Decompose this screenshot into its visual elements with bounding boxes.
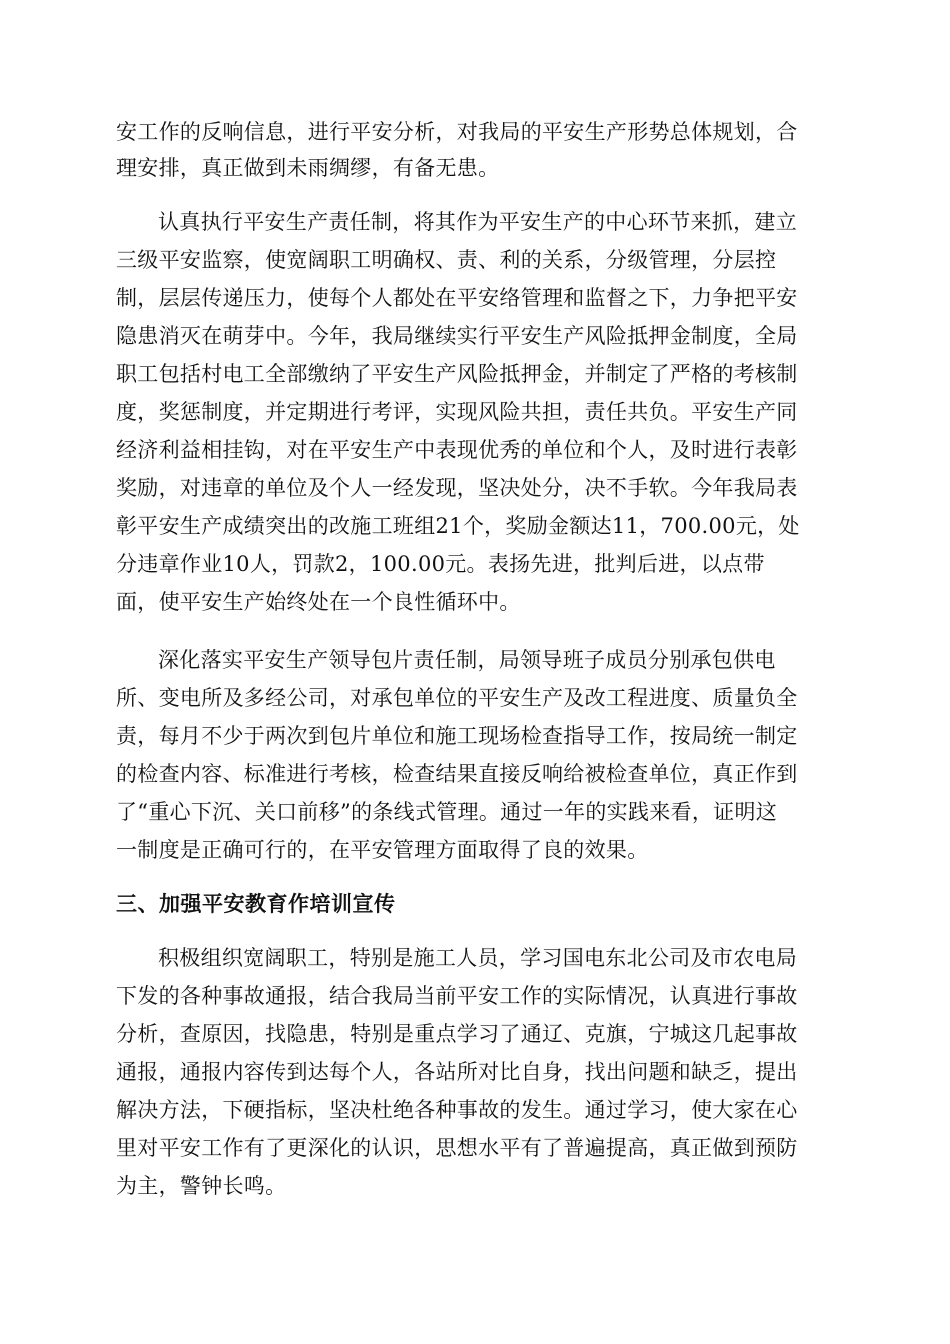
- text-line: 职工包括村电工全部缴纳了平安生产风险抵押金，并制定了严格的考核制: [116, 362, 798, 386]
- text-line: 一制度是正确可行的，在平安管理方面取得了良的效果。: [116, 838, 649, 862]
- text-line: 解决方法，下硬指标，坚决杜绝各种事故的发生。通过学习，使大家在心: [116, 1098, 798, 1122]
- text-line: 度，奖惩制度，并定期进行考评，实现风险共担，责任共负。平安生产同: [116, 400, 798, 424]
- text-line: 所、变电所及多经公司，对承包单位的平安生产及改工程进度、质量负全: [116, 686, 798, 710]
- text-line: 经济利益相挂钩，对在平安生产中表现优秀的单位和个人，及时进行表彰: [116, 438, 798, 462]
- paragraph-start-line: 深化落实平安生产领导包片责任制，局领导班子成员分别承包供电: [158, 648, 776, 672]
- text-line: 奖励，对违章的单位及个人一经发现，坚决处分，决不手软。今年我局表: [116, 476, 798, 500]
- text-line: 理安排，真正做到未雨绸缪，有备无患。: [116, 156, 500, 180]
- text-line: 安工作的反响信息，进行平安分析，对我局的平安生产形势总体规划，合: [116, 120, 798, 144]
- text-line: 制，层层传递压力，使每个人都处在平安络管理和监督之下，力争把平安: [116, 286, 798, 310]
- text-line: 责，每月不少于两次到包片单位和施工现场检查指导工作，按局统一制定: [116, 724, 798, 748]
- text-line: 里对平安工作有了更深化的认识，思想水平有了普遍提高，真正做到预防: [116, 1136, 798, 1160]
- text-line: 为主，警钟长鸣。: [116, 1174, 287, 1198]
- text-line: 通报，通报内容传到达每个人，各站所对比自身，找出问题和缺乏，提出: [116, 1060, 798, 1084]
- text-line: 分析，查原因，找隐患，特别是重点学习了通辽、克旗，宁城这几起事故: [116, 1022, 798, 1046]
- text-line: 分违章作业10人，罚款2，100.00元。表扬先进，批判后进，以点带: [116, 552, 765, 576]
- text-line: 隐患消灭在萌芽中。今年，我局继续实行平安生产风险抵押金制度，全局: [116, 324, 798, 348]
- text-line: 下发的各种事故通报，结合我局当前平安工作的实际情况，认真进行事故: [116, 984, 798, 1008]
- paragraph-start-line: 积极组织宽阔职工，特别是施工人员，学习国电东北公司及市农电局: [158, 946, 797, 970]
- text-line: 面，使平安生产始终处在一个良性循环中。: [116, 590, 521, 614]
- text-line: 三级平安监察，使宽阔职工明确权、责、利的关系，分级管理，分层控: [116, 248, 777, 272]
- text-line: 彰平安生产成绩突出的改施工班组21个，奖励金额达11，700.00元，处: [116, 514, 800, 538]
- section-heading: 三、加强平安教育作培训宣传: [116, 892, 396, 916]
- text-line: 了“重心下沉、关口前移”的条线式管理。通过一年的实践来看，证明这: [116, 800, 778, 824]
- text-line: 的检查内容、标准进行考核，检查结果直接反响给被检查单位，真正作到: [116, 762, 798, 786]
- paragraph-start-line: 认真执行平安生产责任制，将其作为平安生产的中心环节来抓，建立: [158, 210, 797, 234]
